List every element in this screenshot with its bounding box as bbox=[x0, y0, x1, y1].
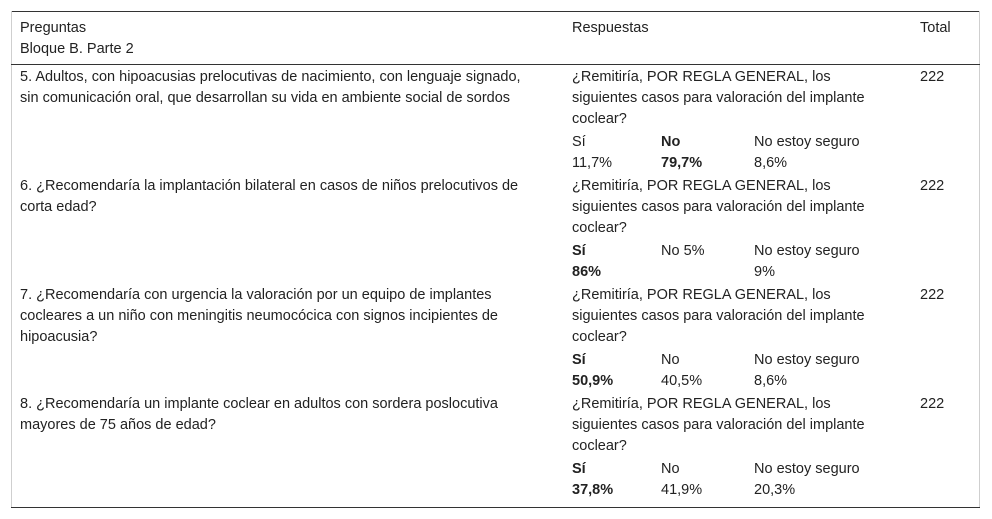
row7-si-label: Sí bbox=[572, 352, 586, 368]
header-rule bbox=[11, 64, 980, 65]
row6-unsure-value: 9% bbox=[754, 264, 775, 280]
row5-no-label: No bbox=[661, 134, 681, 150]
row6-unsure-label: No estoy seguro bbox=[754, 243, 860, 259]
row7-unsure-label: No estoy seguro bbox=[754, 352, 860, 368]
row8-si-value: 37,8% bbox=[572, 482, 614, 498]
table-top-rule bbox=[11, 11, 980, 12]
row7-no-label: No bbox=[661, 352, 680, 368]
row8-unsure-value: 20,3% bbox=[754, 482, 796, 498]
row7-si-value: 50,9% bbox=[572, 373, 614, 389]
row8-unsure-label: No estoy seguro bbox=[754, 461, 860, 477]
row8-option-unsure bbox=[754, 459, 860, 501]
question-6: 6. ¿Recomendaría la implantación bilateral en casos de niños prelocutivos de corta edad? bbox=[20, 178, 519, 215]
total-6: 222 bbox=[920, 178, 945, 194]
row7-option-unsure bbox=[754, 350, 860, 392]
row5-si-label: Sí bbox=[572, 134, 586, 150]
prompt-5: ¿Remitiría, POR REGLA GENERAL, los siguientes casos para valoración del implante coclear? bbox=[572, 69, 865, 127]
row5-si-value: 11,7% bbox=[572, 155, 613, 171]
question-8: 8. ¿Recomendaría un implante coclear en adultos con sordera poslocutiva mayores de 75 años de edad? bbox=[20, 396, 498, 433]
header-respuestas: Respuestas bbox=[572, 20, 649, 36]
header-preguntas-label: Preguntas bbox=[20, 20, 87, 36]
row7-no-value: 40,5% bbox=[661, 373, 703, 389]
row8-option-si bbox=[572, 459, 613, 501]
row7-option-no bbox=[661, 350, 702, 392]
row6-si-label: Sí bbox=[572, 243, 586, 259]
table-left-border bbox=[11, 11, 12, 508]
row7-unsure-value: 8,6% bbox=[754, 373, 788, 389]
prompt-7: ¿Remitiría, POR REGLA GENERAL, los siguientes casos para valoración del implante coclear? bbox=[572, 287, 865, 345]
question-5: 5. Adultos, con hipoacusias prelocutivas de nacimiento, con lenguaje signado, sin comunicación oral, que desarrollan su vida en ambiente social de sordos bbox=[20, 69, 521, 106]
row8-option-no bbox=[661, 459, 702, 501]
row6-option-si bbox=[572, 241, 601, 283]
total-7: 222 bbox=[920, 287, 945, 303]
row8-no-value: 41,9% bbox=[661, 482, 703, 498]
row5-unsure-label: No estoy seguro bbox=[754, 134, 860, 150]
row6-si-value: 86% bbox=[572, 264, 602, 280]
row8-si-label: Sí bbox=[572, 461, 586, 477]
row8-no-label: No bbox=[661, 461, 680, 477]
row5-option-no bbox=[661, 132, 702, 174]
row6-option-unsure bbox=[754, 241, 860, 283]
row5-unsure-value: 8,6% bbox=[754, 155, 788, 171]
table-bottom-rule bbox=[11, 507, 980, 508]
prompt-8: ¿Remitiría, POR REGLA GENERAL, los siguientes casos para valoración del implante coclear? bbox=[572, 396, 865, 454]
header-bloque-label: Bloque B. Parte 2 bbox=[20, 41, 134, 57]
row5-option-unsure bbox=[754, 132, 860, 174]
row5-no-value: 79,7% bbox=[661, 155, 703, 171]
row6-option-no bbox=[661, 241, 705, 262]
total-5: 222 bbox=[920, 69, 945, 85]
header-total: Total bbox=[920, 20, 951, 36]
question-7: 7. ¿Recomendaría con urgencia la valoración por un equipo de implantes cocleares a un niño con meningitis neumocócica con signos incipientes de hipoacusia? bbox=[20, 287, 498, 345]
table-right-border bbox=[979, 11, 980, 508]
row5-option-si bbox=[572, 132, 612, 174]
total-8: 222 bbox=[920, 396, 945, 412]
row6-no-label: No 5% bbox=[661, 243, 705, 259]
prompt-6: ¿Remitiría, POR REGLA GENERAL, los siguientes casos para valoración del implante coclear? bbox=[572, 178, 865, 236]
row7-option-si bbox=[572, 350, 613, 392]
header-preguntas bbox=[20, 18, 540, 60]
